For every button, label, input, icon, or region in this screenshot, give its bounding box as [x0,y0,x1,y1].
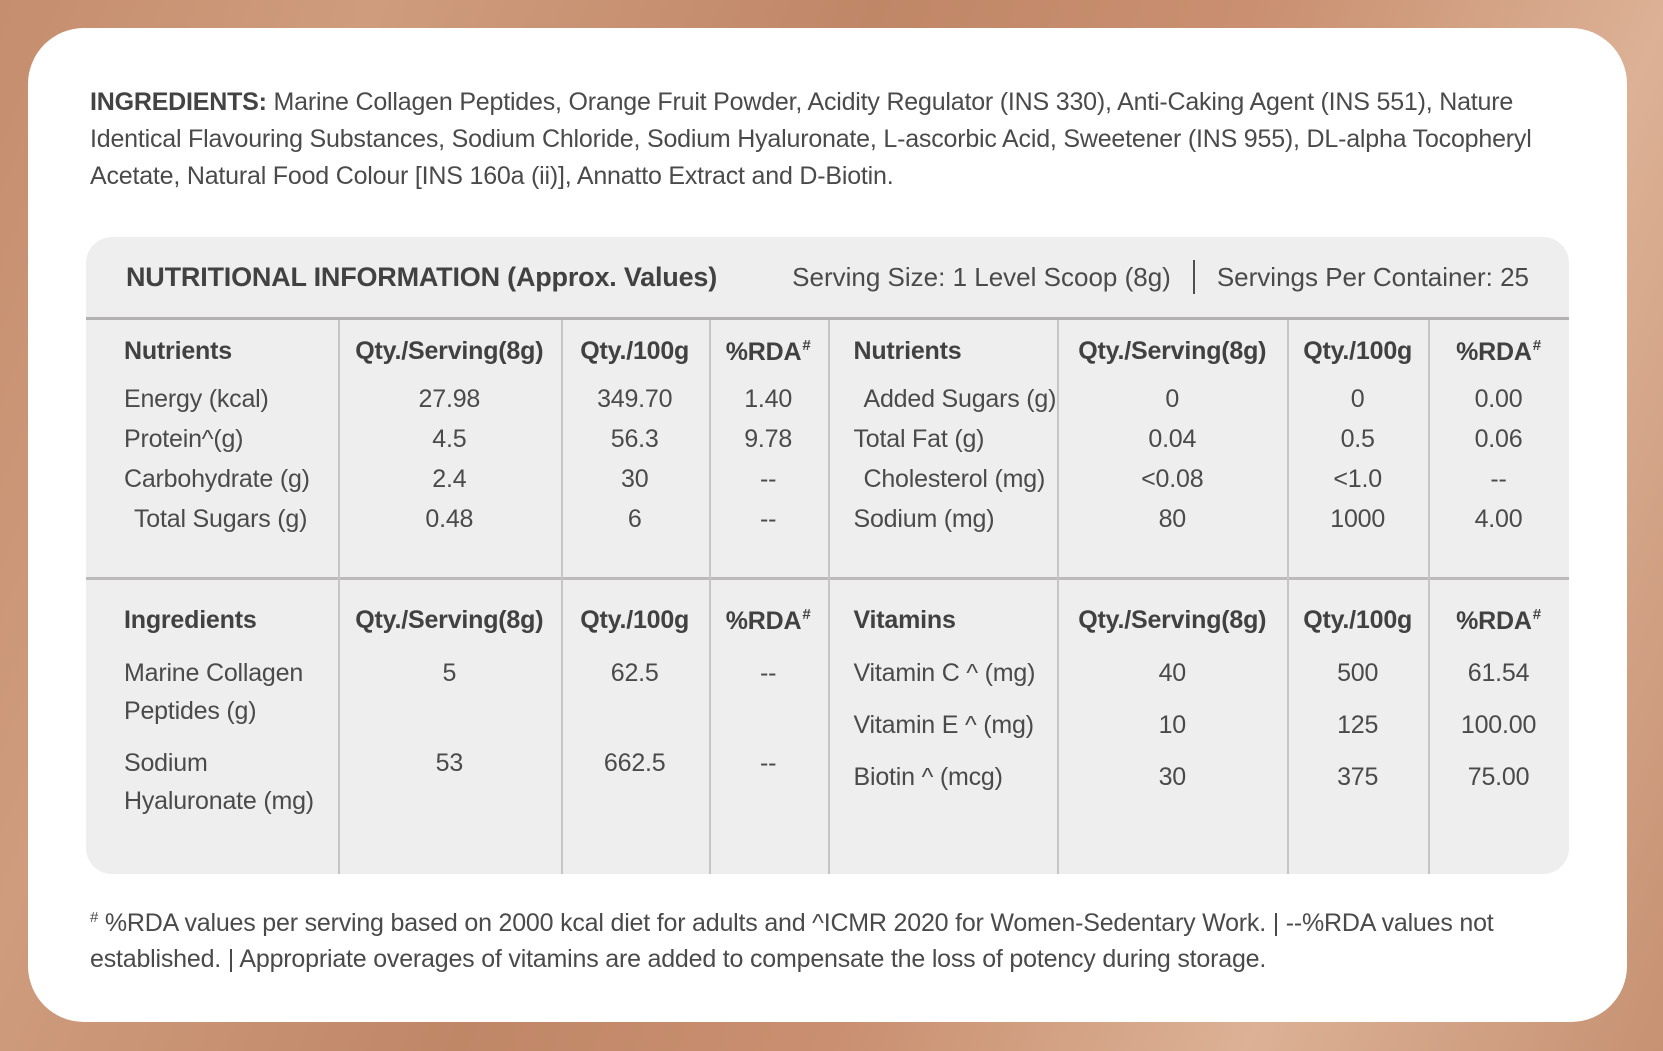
table-row [86,654,828,730]
ingredients-paragraph [90,84,1565,195]
table-row [828,654,1570,692]
column-divider [709,320,711,874]
footnote-text: %RDA values per serving based on 2000 kcal diet for adults and ^ICMR 2020 for Women-Sedentary Work. | --%RDA values not established. | Appropriate overages of vitamins are added to compensate the loss of potency during storage. [90,909,1494,973]
label-card [28,28,1627,1022]
column-header-qty-100g: Qty./100g [1303,337,1413,365]
ingredients-label: INGREDIENTS: [90,88,267,116]
column-header-qty-serving: Qty./Serving(8g) [1078,606,1267,634]
column-header-rda: %RDA# [725,606,811,635]
column-header-qty-100g: Qty./100g [1303,606,1413,634]
column-header-rda: %RDA# [725,337,811,366]
qty-100g-value: 1000 [1330,505,1386,533]
rda-superscript: # [1532,337,1541,354]
vitamins-table [828,580,1570,874]
column-divider [1287,320,1289,874]
table-header-row [86,320,828,379]
table-row [828,758,1570,796]
qty-100g-value: 30 [620,465,649,493]
table-header-row [828,320,1570,379]
nutrient-label: Energy (kcal) [124,385,269,413]
qty-100g-value: 0.5 [1340,425,1375,453]
column-header-qty-100g: Qty./100g [580,337,690,365]
rda-value: 61.54 [1467,659,1530,687]
rda-value: -- [1490,465,1507,493]
column-header-qty-serving: Qty./Serving(8g) [1078,337,1267,365]
qty-serving-value: 27.98 [418,385,481,413]
rda-superscript: # [1532,606,1541,623]
column-header-nutrients: Nutrients [853,337,962,365]
servings-per-container: Servings Per Container: 25 [1216,261,1529,292]
table-row [828,379,1570,419]
rda-value: -- [760,505,777,533]
ingredients-table [86,580,828,874]
table-row [86,744,828,820]
nutrient-label: Carbohydrate (g) [124,465,310,493]
qty-100g-value: 349.70 [597,385,673,413]
qty-100g-value: 6 [627,505,642,533]
nutrients-table-left [86,320,828,577]
qty-serving-value: 30 [1158,763,1186,791]
vitamin-label: Vitamin C ^ (mg) [853,659,1036,687]
rda-value: 9.78 [744,425,793,453]
serving-info [792,260,1529,294]
nutrient-label: Total Fat (g) [853,425,985,453]
qty-100g-value: 62.5 [610,659,659,687]
table-row [828,459,1570,499]
rda-value: 100.00 [1460,711,1537,739]
panel-header [86,237,1569,317]
panel-title: NUTRITIONAL INFORMATION (Approx. Values) [126,261,718,292]
rda-value: 0.00 [1474,385,1523,413]
qty-serving-value: 40 [1158,659,1186,687]
qty-100g-value: 0 [1350,385,1365,413]
vitamin-label: Vitamin E ^ (mg) [853,711,1034,739]
qty-100g-value: 375 [1337,763,1379,791]
rda-value: -- [760,749,777,777]
nutrient-label: Protein^(g) [124,425,244,453]
table-row [86,459,828,499]
table-row [828,419,1570,459]
rda-footnote [90,900,1565,977]
qty-100g-value: <1.0 [1333,465,1382,493]
qty-serving-value: 5 [442,659,457,687]
column-header-qty-serving: Qty./Serving(8g) [355,606,544,634]
column-divider [338,320,340,874]
nutrients-table-right [828,320,1570,577]
qty-100g-value: 500 [1337,659,1379,687]
rda-superscript: # [802,337,811,354]
column-divider [828,320,830,874]
qty-serving-value: 0.04 [1148,425,1197,453]
column-divider [561,320,563,874]
table-row [86,379,828,419]
rda-value: 1.40 [744,385,793,413]
qty-serving-value: <0.08 [1141,465,1204,493]
column-header-vitamins: Vitamins [853,606,956,634]
nutrient-label: Cholesterol (mg) [863,465,1046,493]
column-divider [1057,320,1059,874]
nutrient-label: Added Sugars (g) [863,385,1057,413]
rda-value: 75.00 [1467,763,1530,791]
table-row [828,499,1570,539]
qty-serving-value: 0.48 [425,505,474,533]
separator-bar [1193,260,1195,294]
qty-100g-value: 125 [1337,711,1379,739]
ingredient-label: Marine Collagen Peptides (g) [124,659,304,725]
qty-serving-value: 10 [1158,711,1186,739]
ingredients-text: Marine Collagen Peptides, Orange Fruit Powder, Acidity Regulator (INS 330), Anti-Caking Agent (INS 551), Nature Identical Flavouring Substances, Sodium Chloride, Sodium Hyaluronate, L-ascorbic Acid, Sweetener (INS 955), DL-alpha Tocopheryl Acetate, Natural Food Colour [INS 160a (ii)], Annatto Extract and D-Biotin. [90,88,1532,190]
qty-100g-value: 662.5 [603,749,666,777]
nutrition-panel [86,237,1569,874]
table-header-row [828,580,1570,654]
column-header-qty-serving: Qty./Serving(8g) [355,337,544,365]
footnote-superscript: # [90,909,99,926]
table-header-row [86,580,828,654]
column-header-ingredients: Ingredients [124,606,257,634]
table-row [828,706,1570,744]
rda-value: -- [760,659,777,687]
column-header-nutrients: Nutrients [124,337,232,365]
panel-body [86,320,1569,874]
qty-serving-value: 0 [1165,385,1180,413]
nutrient-label: Total Sugars (g) [134,505,308,533]
rda-value: -- [760,465,777,493]
vitamin-label: Biotin ^ (mcg) [853,763,1003,791]
rda-value: 4.00 [1474,505,1523,533]
qty-serving-value: 4.5 [432,425,467,453]
column-header-qty-100g: Qty./100g [580,606,690,634]
qty-100g-value: 56.3 [610,425,659,453]
table-row [86,499,828,539]
column-header-rda: %RDA# [1456,606,1541,635]
rda-value: 0.06 [1474,425,1523,453]
ingredient-label: Sodium Hyaluronate (mg) [124,749,314,815]
column-header-rda: %RDA# [1456,337,1541,366]
serving-size: Serving Size: 1 Level Scoop (8g) [792,261,1171,292]
table-row [86,419,828,459]
qty-serving-value: 80 [1158,505,1186,533]
column-divider [1428,320,1430,874]
qty-serving-value: 2.4 [432,465,467,493]
nutrient-label: Sodium (mg) [853,505,995,533]
rda-superscript: # [802,606,811,623]
qty-serving-value: 53 [435,749,464,777]
